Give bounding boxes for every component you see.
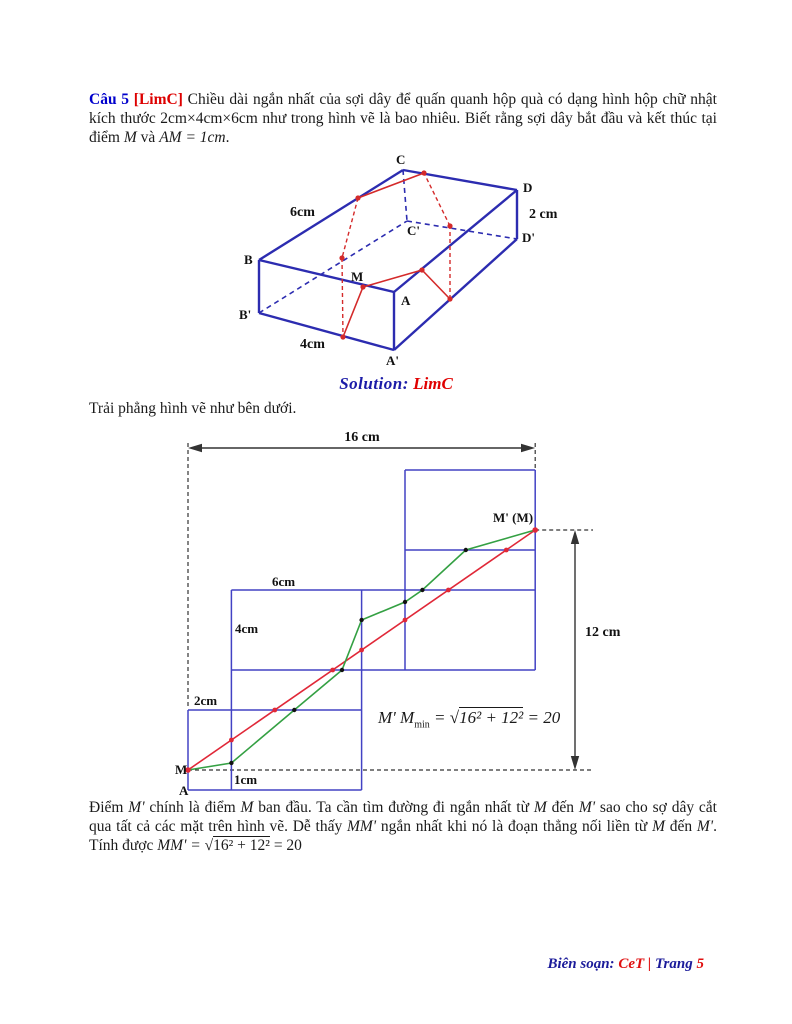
closing-paragraph [89,798,717,855]
net-label-4cm: 4cm [235,621,259,636]
closing-sqrt-icon: √ [204,837,214,854]
problem-period: . [225,129,230,146]
problem-text-3: và [136,129,160,146]
net-formula [378,708,560,730]
vertex-label-a-prime: A' [386,353,399,368]
closing-m5: MM' [346,818,377,835]
edge-label-2cm: 2 cm [529,207,558,222]
closing-m4: M' [578,799,596,816]
vertex-label-d-prime: D' [522,230,535,245]
closing-text-5: sao cho sợ dây cắt qua tất cả các mặt trên hình vẽ. Dễ thấy [89,799,717,835]
closing-text-7: đến [664,818,697,835]
closing-m2: M [240,799,254,816]
unfold-intro [89,399,717,418]
closing-formula-result: = 20 [269,837,302,854]
net-label-6cm: 6cm [272,574,296,589]
box-figure-svg [230,150,570,378]
string-contact-dots [339,170,452,339]
dim-label-16cm: 16 cm [344,430,380,445]
closing-text-4: đến [546,799,579,816]
problem-am-equation: AM = 1cm [159,129,226,146]
vertex-label-a: A [401,293,411,308]
vertex-label-b: B [244,252,253,267]
vertex-label-c: C [396,152,406,167]
formula-equals: = [429,708,450,727]
solution-author: LimC [408,374,453,393]
net-label-m-prime: M' (M) [493,510,534,525]
problem-text-2: như trong hình vẽ là bao nhiêu. Biết rằng sợi dây bắt đầu và kết thúc tại điểm [89,110,717,146]
vertex-label-b-prime: B' [239,307,252,322]
edge-label-4cm: 4cm [300,337,325,352]
closing-formula-lhs: MM' = [157,837,205,854]
footer-page-word: Trang [654,956,697,972]
solution-word: Solution: [339,374,409,393]
closing-text-3: ban đầu. Ta cần tìm đường đi ngắn nhất từ [253,799,534,816]
net-label-m: M [175,762,188,777]
net-label-a: A [179,783,189,798]
sqrt-icon: √ [449,708,460,727]
net-figure [175,420,645,812]
closing-text-1: Điểm [89,799,129,816]
closing-text-2: chính là điểm [144,799,241,816]
closing-radicand: 16² + 12² [213,837,270,854]
box-solid-edges [259,170,517,350]
closing-m7: M' [696,818,714,835]
problem-text-1: Chiều dài ngắn nhất của sợi dây để quấn quanh hộp quà có dạng hình hộp chữ nhật kích thước [89,91,717,127]
formula-result: = 20 [523,708,561,727]
edge-label-6cm: 6cm [290,205,315,220]
box-figure [230,150,570,378]
closing-m3: M [533,799,547,816]
footer-byline: Biên soạn: [547,956,619,972]
footer-separator: | [644,956,655,972]
closing-text-8: . Tính được [89,818,717,854]
net-figure-svg [175,420,645,812]
footer [547,956,704,973]
vertex-label-d: D [523,180,533,195]
dimension-12cm [571,530,579,770]
closing-text-6: ngắn nhất khi nó là đoạn thẳng nối liền từ [376,818,653,835]
problem-tag: [LimC] [133,91,183,108]
footer-page-number: 5 [696,956,704,972]
dimension-16cm [188,444,535,452]
problem-number: Câu 5 [89,91,134,108]
footer-author: CeT [618,956,645,972]
net-label-1cm: 1cm [234,772,258,787]
formula-subscript: min [414,719,430,731]
solution-heading [0,374,792,394]
point-label-m: M [351,269,364,284]
formula-lhs: M' M [378,708,415,727]
dim-label-12cm: 12 cm [585,625,621,640]
net-label-2cm: 2cm [194,693,218,708]
closing-m1: M' [128,799,145,816]
unfold-intro-text: Trải phẳng hình vẽ như bên dưới. [89,400,297,417]
formula-radicand: 16² + 12² [459,708,524,727]
vertex-label-c-prime: C' [407,223,420,238]
problem-statement [89,90,717,147]
closing-m6: M [652,818,665,835]
problem-point-m: M [123,129,137,146]
problem-dimensions: 2cm×4cm×6cm [160,110,258,127]
